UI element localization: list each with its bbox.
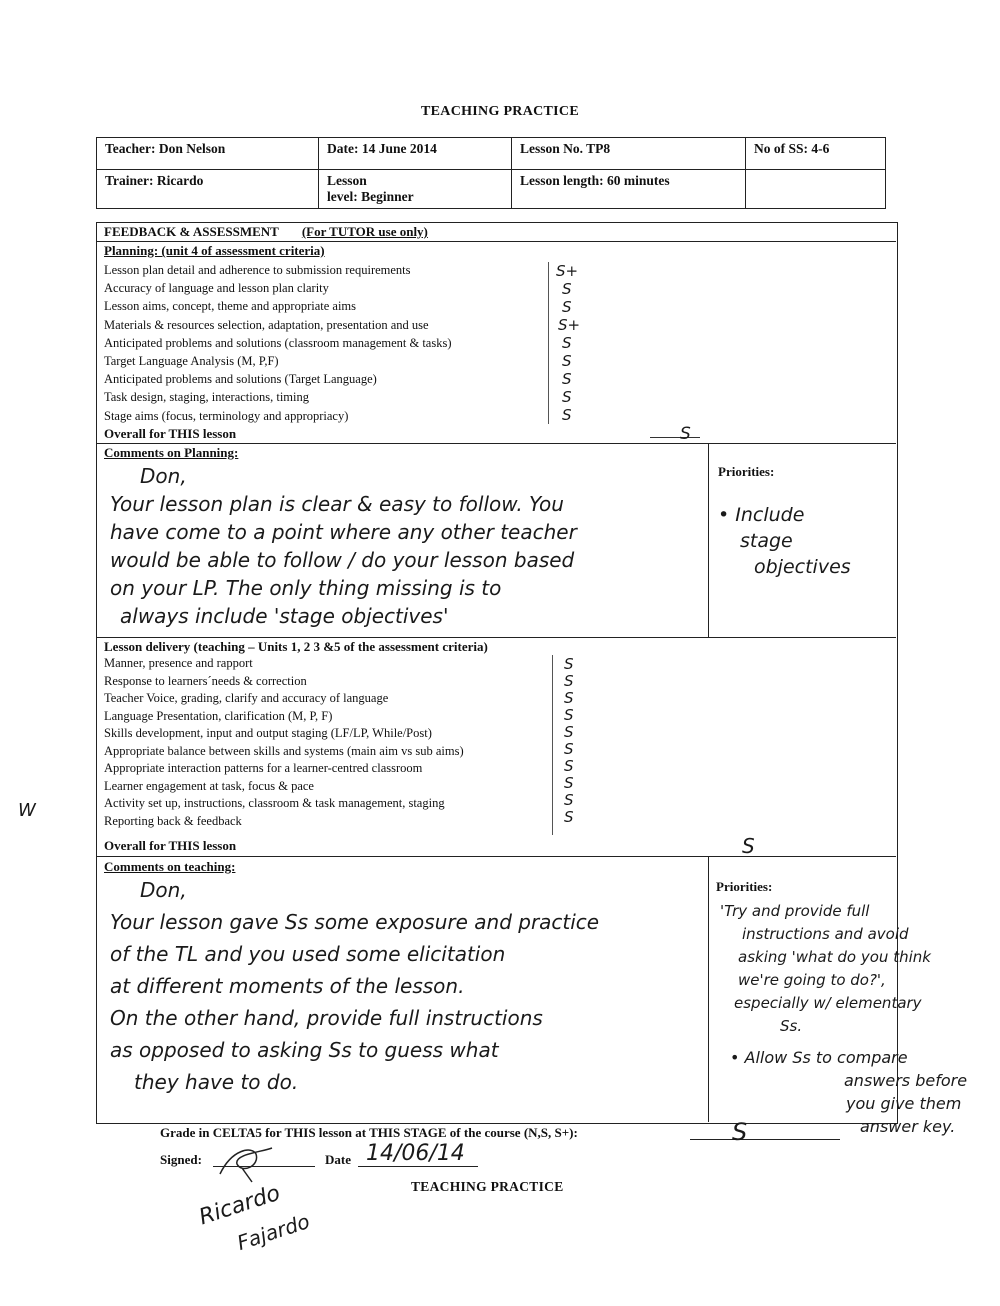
priority-line: 'Try and provide full xyxy=(720,902,870,920)
planning-overall-label: Overall for THIS lesson xyxy=(104,426,237,441)
tutor-note: (For TUTOR use only) xyxy=(301,224,428,239)
mark: S xyxy=(562,280,572,298)
priority-line: asking 'what do you think xyxy=(738,948,931,966)
priorities-label: Priorities: xyxy=(718,464,775,479)
mark: S xyxy=(564,723,574,741)
delivery-criteria-list xyxy=(104,655,464,830)
overall-line xyxy=(650,437,700,438)
comment-line: as opposed to asking Ss to guess what xyxy=(110,1038,499,1062)
mark: S+ xyxy=(556,262,579,280)
planning-criteria-list xyxy=(104,261,452,425)
feedback-heading xyxy=(104,224,428,240)
divider xyxy=(96,856,896,857)
priority-line: answers before xyxy=(844,1071,968,1090)
comment-line: on your LP. The only thing missing is to xyxy=(110,576,502,600)
criterion: Skills development, input and output staging (LF/LP, While/Post) xyxy=(104,726,432,740)
grade-label: Grade in CELTA5 for THIS lesson at THIS STAGE of the course (N,S, S+): xyxy=(160,1125,578,1140)
criterion: Task design, staging, interactions, timing xyxy=(104,390,309,405)
mark: S xyxy=(564,655,574,673)
divider xyxy=(708,443,709,637)
lesson-no-cell: Lesson No. TP8 xyxy=(512,138,746,170)
level-cell: Lesson level: Beginner xyxy=(319,170,512,209)
lesson-info-table xyxy=(96,137,886,209)
footer-title: TEACHING PRACTICE xyxy=(411,1179,564,1194)
mark: S xyxy=(562,334,572,352)
mark: S xyxy=(562,388,572,406)
marks-column-line xyxy=(548,262,549,424)
no-of-ss-cell: No of SS: 4-6 xyxy=(746,138,886,170)
date-value: 14/06/14 xyxy=(366,1141,465,1166)
priority-line: answer key. xyxy=(860,1117,956,1136)
mark: S xyxy=(564,672,574,690)
comment-line: Don, xyxy=(140,878,187,902)
delivery-heading: Lesson delivery (teaching – Units 1, 2 3 &5 of the assessment criteria) xyxy=(104,639,488,654)
comment-line: have come to a point where any other teacher xyxy=(110,520,577,544)
planning-overall-mark: S xyxy=(680,424,691,444)
comments-teaching-heading: Comments on teaching: xyxy=(104,859,236,874)
priority-line: stage xyxy=(740,530,793,552)
lesson-length-cell: Lesson length: 60 minutes xyxy=(512,170,746,209)
priority-line: • Include xyxy=(718,504,805,526)
teacher-cell: Teacher: Don Nelson xyxy=(97,138,319,170)
comment-line: they have to do. xyxy=(134,1070,299,1094)
mark: S xyxy=(564,740,574,758)
signature-name-last: Fajardo xyxy=(234,1209,313,1255)
divider xyxy=(96,443,896,444)
divider xyxy=(96,637,896,638)
comments-planning-text xyxy=(110,462,705,630)
priority-line: Ss. xyxy=(780,1017,803,1035)
mark: S xyxy=(562,370,572,388)
comment-line: at different moments of the lesson. xyxy=(110,974,465,998)
grade-underline xyxy=(690,1139,840,1140)
signature-scribble xyxy=(212,1144,282,1184)
comment-line: Your lesson gave Ss some exposure and practice xyxy=(110,910,600,934)
marks-column-line xyxy=(552,655,553,835)
criterion: Lesson plan detail and adherence to submission requirements xyxy=(104,263,411,277)
criterion: Target Language Analysis (M, P,F) xyxy=(104,354,279,369)
date-line xyxy=(358,1166,478,1167)
mark: S xyxy=(564,757,574,775)
criterion: Language Presentation, clarification (M, P, F) xyxy=(104,708,333,723)
comment-line: Don, xyxy=(140,464,187,488)
trainer-cell: Trainer: Ricardo xyxy=(97,170,319,209)
criterion: Teacher Voice, grading, clarify and accuracy of language xyxy=(104,691,389,705)
mark: S xyxy=(564,689,574,707)
criterion: Learner engagement at task, focus & pace xyxy=(104,778,314,793)
delivery-overall-mark: S xyxy=(742,834,755,858)
comment-line: On the other hand, provide full instructions xyxy=(110,1006,543,1030)
criterion: Anticipated problems and solutions (Target Language) xyxy=(104,372,377,387)
comments-planning-heading: Comments on Planning: xyxy=(104,445,239,460)
mark: S+ xyxy=(558,316,581,334)
criterion: Anticipated problems and solutions (classroom management & tasks) xyxy=(104,335,452,350)
mark: S xyxy=(562,352,572,370)
priority-line: • Allow Ss to compare xyxy=(730,1048,908,1067)
empty-cell xyxy=(746,170,886,209)
date-label: Date xyxy=(325,1152,351,1167)
mark: S xyxy=(564,808,574,826)
criterion: Appropriate balance between skills and systems (main aim vs sub aims) xyxy=(104,743,464,758)
criterion: Stage aims (focus, terminology and appropriacy) xyxy=(104,408,349,423)
planning-heading: Planning: (unit 4 of assessment criteria) xyxy=(104,243,325,258)
priority-line: instructions and avoid xyxy=(742,925,909,943)
feedback-title: FEEDBACK & ASSESSMENT xyxy=(104,224,279,239)
criterion: Activity set up, instructions, classroom & task management, staging xyxy=(104,796,445,810)
mark: S xyxy=(564,774,574,792)
priorities-label: Priorities: xyxy=(716,879,773,894)
priority-line: we're going to do?', xyxy=(738,971,886,989)
priority-line: you give them xyxy=(846,1094,962,1113)
margin-mark: W xyxy=(18,800,36,821)
date-cell: Date: 14 June 2014 xyxy=(319,138,512,170)
planning-priorities xyxy=(718,502,851,580)
criterion: Accuracy of language and lesson plan clarity xyxy=(104,281,329,296)
teaching-priorities xyxy=(720,900,990,1138)
divider xyxy=(96,241,896,242)
criterion: Materials & resources selection, adaptation, presentation and use xyxy=(104,317,429,332)
criterion: Reporting back & feedback xyxy=(104,813,242,828)
mark: S xyxy=(562,406,572,424)
priority-line: objectives xyxy=(754,556,851,578)
priority-line: especially w/ elementary xyxy=(734,994,922,1012)
signed-label: Signed: xyxy=(160,1152,202,1167)
comment-line: would be able to follow / do your lesson based xyxy=(110,548,575,572)
mark: S xyxy=(564,706,574,724)
comments-teaching-text xyxy=(110,874,705,1098)
criterion: Appropriate interaction patterns for a learner-centred classroom xyxy=(104,761,423,775)
criterion: Manner, presence and rapport xyxy=(104,656,253,670)
comment-line: of the TL and you used some elicitation xyxy=(110,942,506,966)
criterion: Response to learners´needs & correction xyxy=(104,673,307,688)
delivery-overall-label: Overall for THIS lesson xyxy=(104,838,237,853)
criterion: Lesson aims, concept, theme and appropriate aims xyxy=(104,299,357,314)
signature-name-first: Ricardo xyxy=(196,1180,284,1231)
comment-line: Your lesson plan is clear & easy to follow. You xyxy=(110,492,564,516)
mark: S xyxy=(562,298,572,316)
mark: S xyxy=(564,791,574,809)
divider xyxy=(708,856,709,1122)
document-title: TEACHING PRACTICE xyxy=(421,104,579,119)
comment-line: always include 'stage objectives' xyxy=(120,604,449,628)
grade-value: S xyxy=(732,1118,748,1146)
